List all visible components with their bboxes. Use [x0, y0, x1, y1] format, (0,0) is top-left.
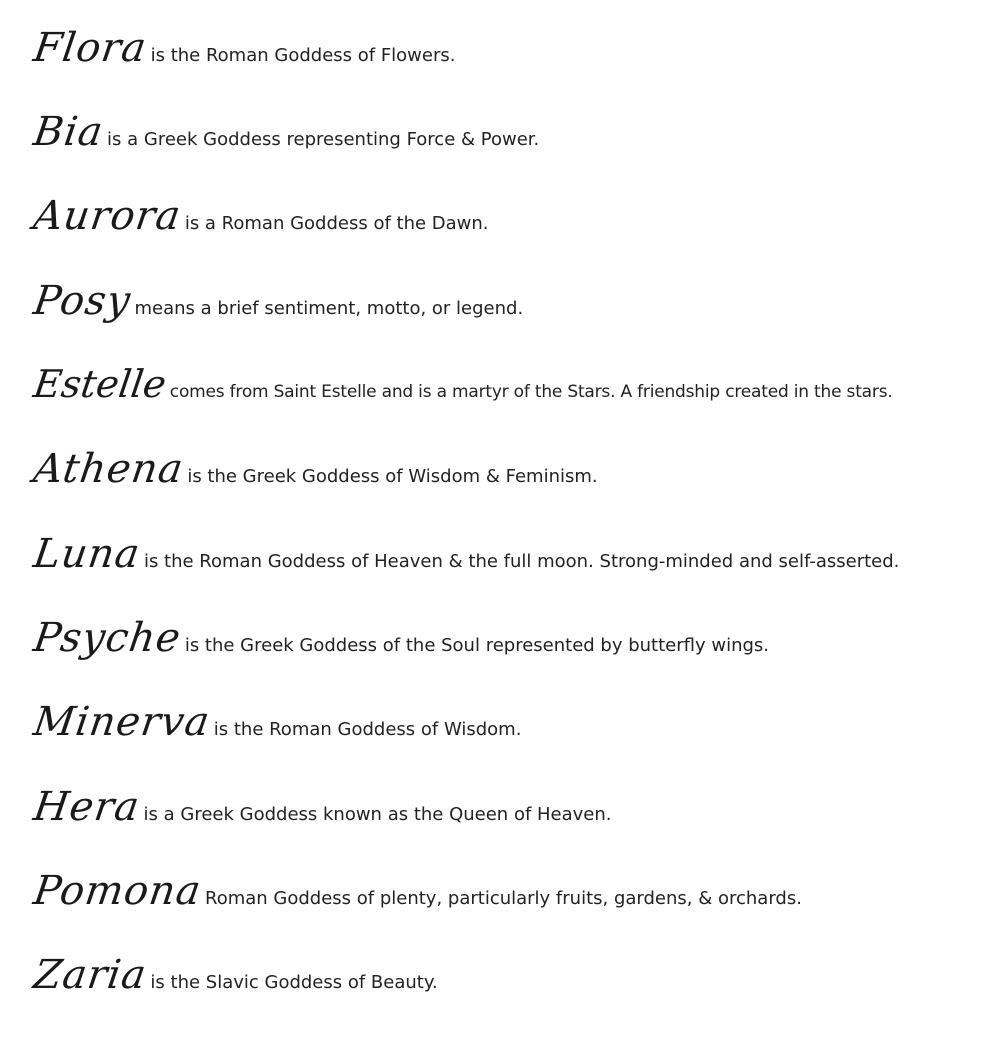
goddess-name: Flora — [30, 25, 150, 71]
list-item — [30, 868, 802, 955]
list-item — [30, 109, 540, 196]
list-item — [30, 446, 598, 533]
goddess-description: is the Greek Goddess of the Soul represented by butterfly wings. — [184, 635, 770, 656]
list-item — [30, 25, 456, 112]
goddess-name: Bia — [30, 109, 107, 155]
goddess-description: is the Roman Goddess of Heaven & the full moon. Strong-minded and self-asserted. — [143, 551, 900, 572]
goddess-name: Zaria — [30, 952, 150, 998]
goddess-description: is a Greek Goddess representing Force & Power. — [107, 129, 540, 150]
list-item — [30, 784, 612, 871]
goddess-name: Posy — [30, 278, 134, 324]
goddess-name: Pomona — [30, 868, 205, 914]
goddess-name: Aurora — [30, 193, 185, 239]
goddess-name: Minerva — [30, 699, 213, 745]
goddess-name: Hera — [30, 784, 143, 830]
list-item — [30, 362, 893, 449]
goddess-name: Athena — [30, 446, 187, 492]
goddess-name: Psyche — [30, 615, 185, 661]
goddess-description: comes from Saint Estelle and is a martyr of the Stars. A friendship created in the stars. — [169, 382, 893, 402]
goddess-description: means a brief sentiment, motto, or legend. — [134, 298, 524, 319]
goddess-description: is the Greek Goddess of Wisdom & Feminism. — [187, 466, 598, 487]
goddess-description: is a Roman Goddess of the Dawn. — [184, 213, 489, 234]
goddess-description: is the Slavic Goddess of Beauty. — [150, 972, 438, 993]
goddess-description: is the Roman Goddess of Wisdom. — [213, 719, 522, 740]
goddess-description: Roman Goddess of plenty, particularly fruits, gardens, & orchards. — [205, 888, 802, 909]
goddess-description: is a Greek Goddess known as the Queen of Heaven. — [143, 804, 612, 825]
list-item — [30, 615, 770, 702]
list-item — [30, 531, 900, 618]
list-item — [30, 952, 438, 1039]
list-item — [30, 193, 489, 280]
list-item — [30, 278, 524, 365]
goddess-name: Luna — [30, 531, 144, 577]
list-item — [30, 699, 522, 786]
goddess-description: is the Roman Goddess of Flowers. — [150, 45, 456, 66]
goddess-name: Estelle — [30, 362, 169, 406]
